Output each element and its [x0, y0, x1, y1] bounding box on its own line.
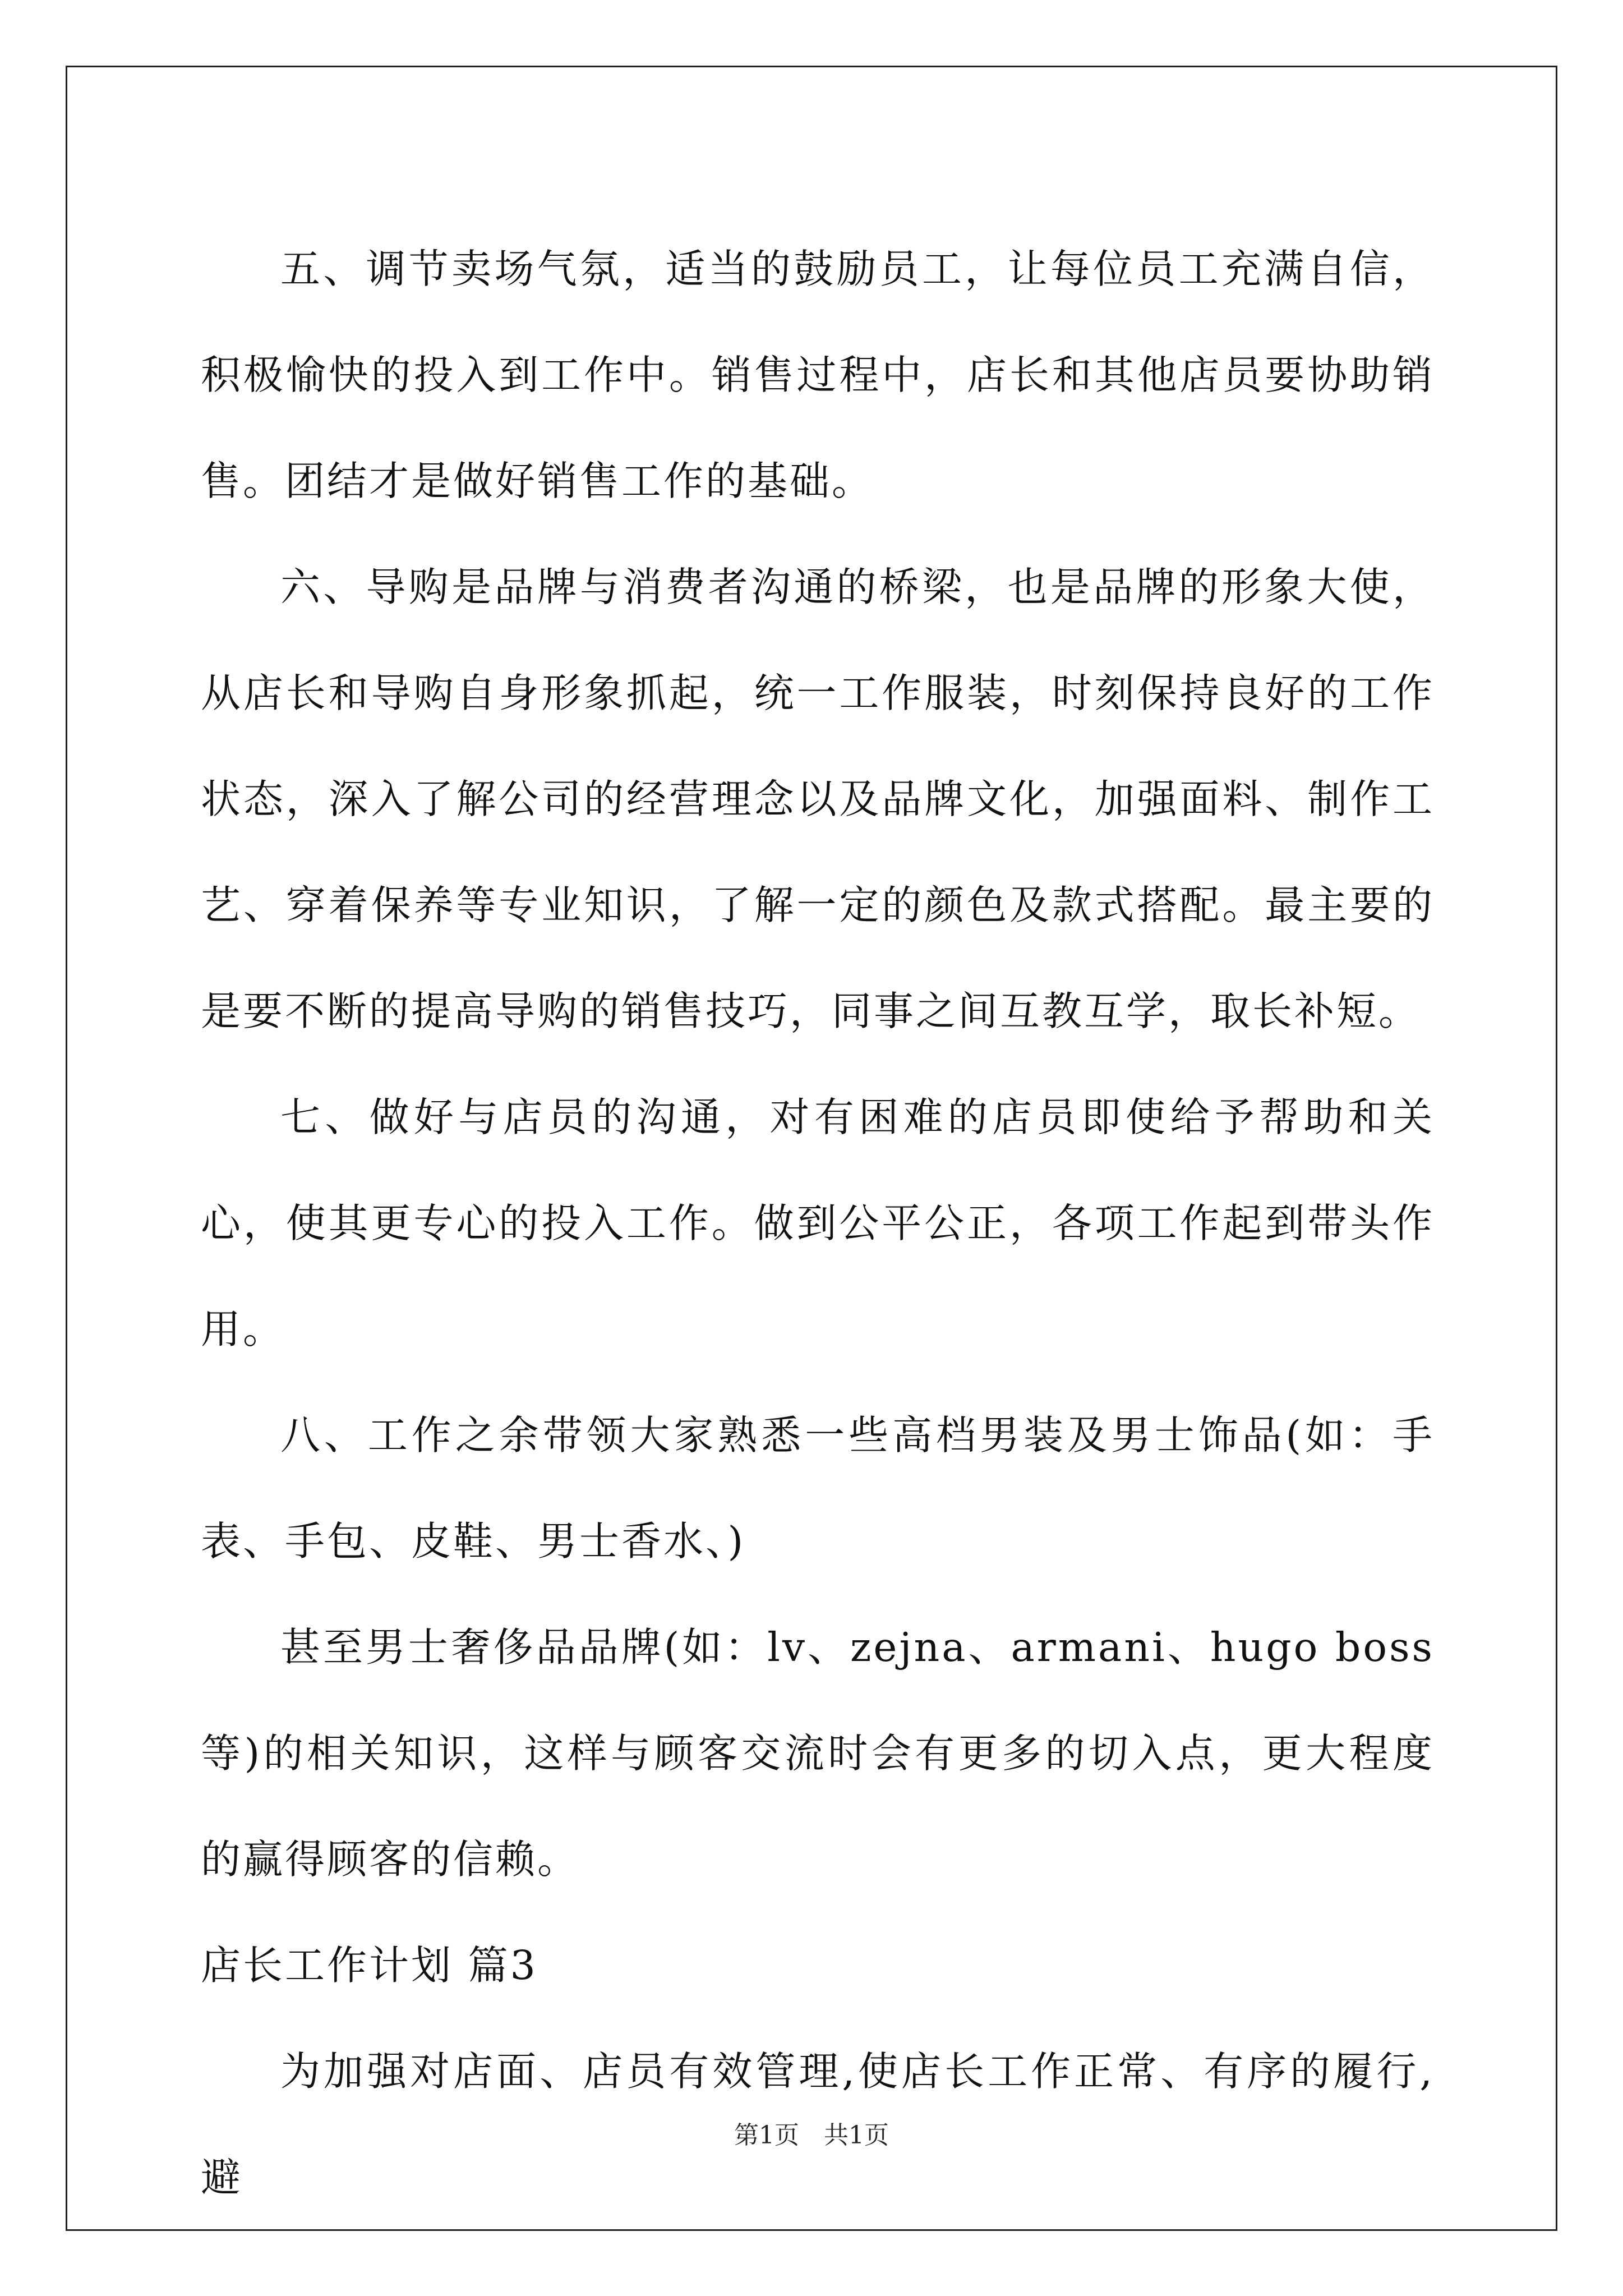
paragraph-eight: 八、工作之余带领大家熟悉一些高档男装及男士饰品(如：手表、手包、皮鞋、男士香水、): [201, 1412, 1435, 1565]
paragraph-nine: 甚至男士奢侈品品牌(如：lv、zejna、armani、hugo boss等)的相关知识，这样与顾客交流时会有更多的切入点，更大程度的赢得顾客的信赖。: [201, 1624, 1435, 1883]
section-heading: 店长工作计划 篇3: [201, 1942, 538, 1989]
document-body: [201, 216, 1435, 2230]
section-paragraph: 为加强对店面、店员有效管理,使店长工作正常、有序的履行,避: [201, 2048, 1435, 2201]
paragraph-seven: 七、做好与店员的沟通，对有困难的店员即使给予帮助和关心，使其更专心的投入工作。做到公平公正，各项工作起到带头作用。: [201, 1094, 1435, 1352]
page-footer: 第1页 共1页: [734, 2121, 889, 2150]
paragraph-five: 五、调节卖场气氛，适当的鼓励员工，让每位员工充满自信，积极愉快的投入到工作中。销售过程中，店长和其他店员要协助销售。团结才是做好销售工作的基础。: [201, 246, 1435, 504]
paragraph-six: 六、导购是品牌与消费者沟通的桥梁，也是品牌的形象大使，从店长和导购自身形象抓起，统一工作服装，时刻保持良好的工作状态，深入了解公司的经营理念以及品牌文化，加强面料、制作工艺、穿着保养等专业知识，了解一定的颜色及款式搭配。最主要的是要不断的提高导购的销售技巧，同事之间互教互学，取长补短。: [201, 564, 1435, 1034]
